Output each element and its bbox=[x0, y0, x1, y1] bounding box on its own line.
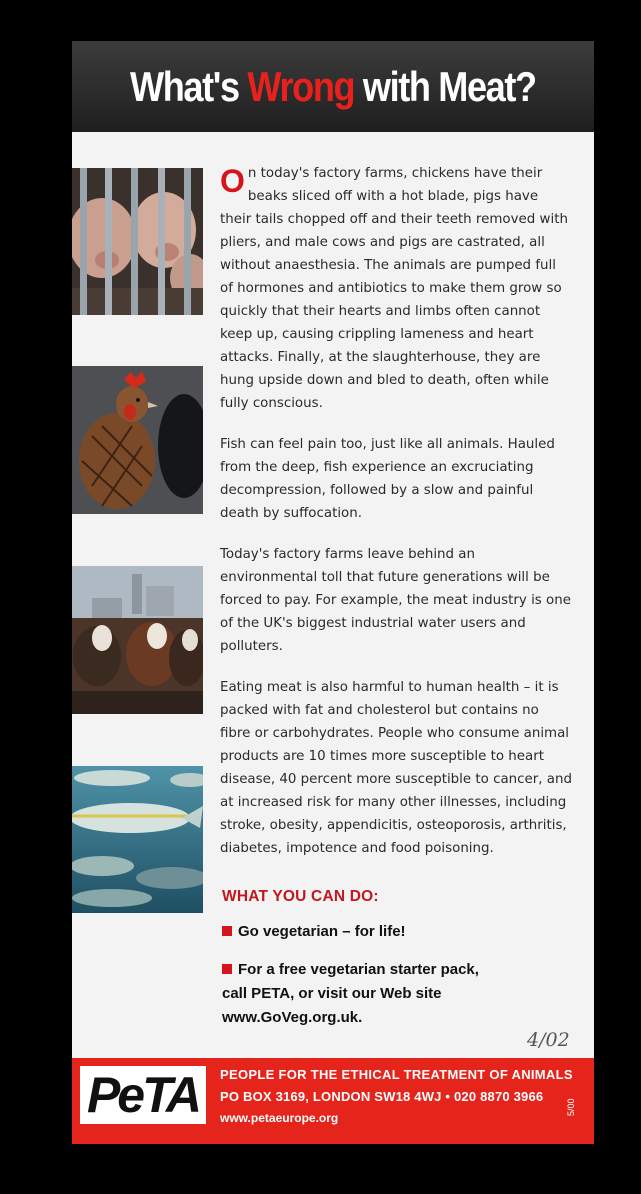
footer-website-link[interactable]: www.petaeurope.org bbox=[220, 1111, 339, 1125]
website-link[interactable]: www.GoVeg.org.uk. bbox=[222, 1009, 363, 1026]
drop-cap: O bbox=[220, 163, 245, 199]
fish-photo bbox=[72, 766, 203, 913]
peta-logo bbox=[80, 1066, 206, 1124]
cta-item-text: Go vegetarian – for life! bbox=[238, 923, 406, 940]
title-part2: with Meat? bbox=[354, 62, 536, 110]
cta-heading: WHAT YOU CAN DO: bbox=[222, 888, 379, 905]
postal-address: PO BOX 3169, LONDON SW18 4WJ • 020 8870 3966 bbox=[220, 1089, 544, 1104]
rooster-photo bbox=[72, 366, 203, 514]
footer-contact bbox=[220, 1067, 573, 1125]
square-bullet-icon bbox=[222, 926, 232, 936]
organization-name: PEOPLE FOR THE ETHICAL TREATMENT OF ANIMALS bbox=[220, 1067, 573, 1082]
handwritten-note: 4/02 bbox=[527, 1029, 570, 1051]
print-code: 5/00 bbox=[566, 1098, 576, 1116]
footer-banner bbox=[72, 1058, 594, 1144]
title-part1: What's bbox=[130, 62, 248, 110]
paragraph-factory-farms bbox=[220, 162, 572, 415]
square-bullet-icon bbox=[222, 964, 232, 974]
cta-item-line: For a free vegetarian starter pack, bbox=[238, 961, 479, 978]
logo-text: PeTA bbox=[86, 1067, 200, 1123]
cta-item-line: call PETA, or visit our Web site bbox=[222, 985, 442, 1002]
title-highlight: Wrong bbox=[247, 62, 355, 110]
paragraph-text: n today's factory farms, chickens have their beaks sliced off with a hot blade, pigs have their tails chopped off and their teeth removed with pliers, and male cows and pigs are castrated, all without anaesthesia. The animals are pumped full of hormones and antibiotics to make them grow so quickly that their hearts and limbs often cannot keep up, causing crippling lameness and heart attacks. Finally, at the slaughterhouse, they are hung upside down and bled to death, often while fully conscious. bbox=[220, 166, 568, 411]
call-to-action bbox=[222, 888, 572, 1044]
leaflet bbox=[72, 41, 594, 1144]
paragraph-fish: Fish can feel pain too, just like all animals. Hauled from the deep, fish experience an excruciating decompression, followed by a slow and painful death by suffocation. bbox=[220, 437, 555, 521]
cta-item-go-vegetarian bbox=[222, 920, 572, 944]
cta-item-starter-pack bbox=[222, 958, 572, 1030]
paragraph-environment: Today's factory farms leave behind an environmental toll that future generations will be forced to pay. For example, the meat industry is one of the UK's biggest industrial water users and polluters. bbox=[220, 547, 571, 654]
body-text bbox=[220, 162, 572, 878]
page-title bbox=[130, 63, 536, 111]
pigs-photo bbox=[72, 168, 203, 315]
cattle-photo bbox=[72, 566, 203, 714]
paragraph-health: Eating meat is also harmful to human health – it is packed with fat and cholesterol but contains no fibre or carbohydrates. People who consume animal products are 10 times more susceptible to heart disease, 40 percent more susceptible to cancer, and at increased risk for many other illnesses, including stroke, obesity, appendicitis, osteoporosis, arthritis, diabetes, impotence and food poisoning. bbox=[220, 680, 572, 856]
title-banner bbox=[72, 41, 594, 132]
